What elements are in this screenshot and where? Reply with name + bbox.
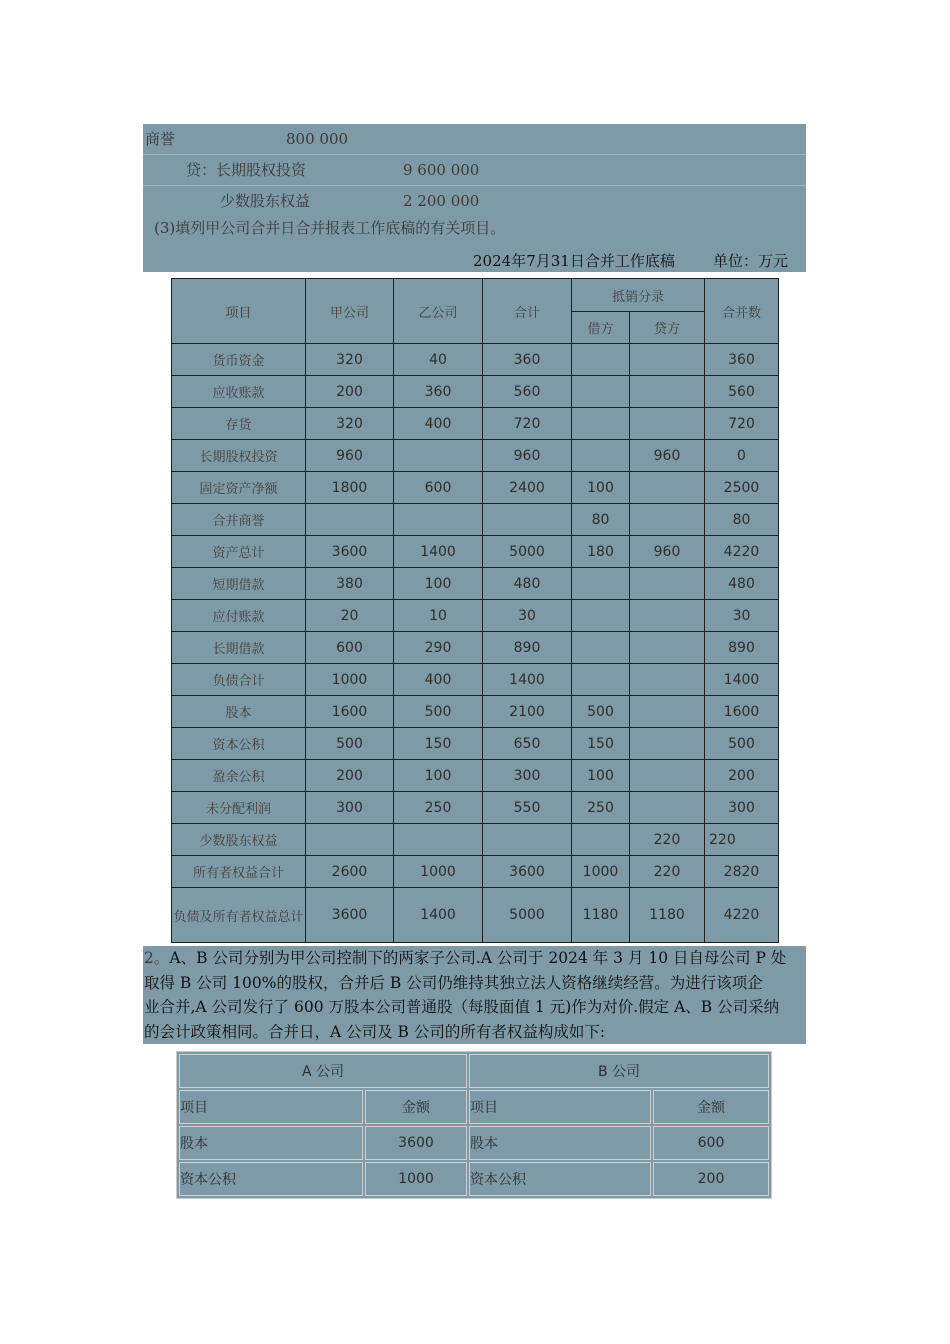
cell-consolidated: 1400	[705, 664, 779, 696]
cell-a: 1600	[306, 696, 394, 728]
cell-consolidated: 480	[705, 568, 779, 600]
header-company-a: 甲公司	[306, 279, 394, 344]
cell-debit: 150	[572, 728, 630, 760]
cell-debit	[572, 376, 630, 408]
cell-a: 3600	[306, 888, 394, 943]
cell-credit	[630, 792, 705, 824]
cell-consolidated: 500	[705, 728, 779, 760]
journal-line-goodwill	[143, 124, 806, 155]
col-amount: 金额	[365, 1090, 467, 1124]
row-label: 股本	[172, 696, 306, 728]
worksheet-row	[172, 824, 779, 856]
cell-a: 3600	[306, 536, 394, 568]
header-credit: 贷方	[630, 312, 705, 344]
cell-consolidated: 360	[705, 344, 779, 376]
cell-consolidated: 30	[705, 600, 779, 632]
worksheet-row	[172, 632, 779, 664]
cell-a: 500	[306, 728, 394, 760]
worksheet-unit: 单位：万元	[712, 252, 788, 270]
cell-b: 1400	[394, 888, 483, 943]
cell-a: 380	[306, 568, 394, 600]
cell-total: 360	[483, 344, 572, 376]
cell-b: 400	[394, 664, 483, 696]
cell-credit	[630, 504, 705, 536]
row-label: 未分配利润	[172, 792, 306, 824]
a-amount: 1000	[365, 1162, 467, 1196]
cell-debit	[572, 632, 630, 664]
journal-amount: 9 600 000	[403, 161, 480, 179]
journal-amount: 800 000	[286, 130, 349, 148]
worksheet-title: 2024年7月31日合并工作底稿	[473, 252, 675, 270]
cell-credit	[630, 664, 705, 696]
cell-total: 30	[483, 600, 572, 632]
row-label: 少数股东权益	[172, 824, 306, 856]
row-label: 固定资产净额	[172, 472, 306, 504]
header-company-b: 乙公司	[394, 279, 483, 344]
b-amount: 600	[653, 1126, 769, 1160]
instruction-text: (3)填列甲公司合并日合并报表工作底稿的有关项目。	[154, 219, 506, 237]
cell-credit	[630, 376, 705, 408]
cell-debit	[572, 408, 630, 440]
cell-consolidated: 560	[705, 376, 779, 408]
cell-debit	[572, 440, 630, 472]
header-item: 项目	[172, 279, 306, 344]
row-label: 长期股权投资	[172, 440, 306, 472]
cell-debit: 250	[572, 792, 630, 824]
worksheet-row	[172, 760, 779, 792]
col-item: 项目	[469, 1090, 651, 1124]
row-label: 应付账款	[172, 600, 306, 632]
cell-b: 40	[394, 344, 483, 376]
cell-b: 600	[394, 472, 483, 504]
cell-credit: 960	[630, 536, 705, 568]
cell-debit: 100	[572, 472, 630, 504]
worksheet-row	[172, 536, 779, 568]
cell-a: 600	[306, 632, 394, 664]
cell-debit: 1000	[572, 856, 630, 888]
question-2-paragraph	[143, 946, 806, 1044]
cell-consolidated: 200	[705, 760, 779, 792]
cell-a: 1000	[306, 664, 394, 696]
worksheet-row	[172, 856, 779, 888]
cell-b: 290	[394, 632, 483, 664]
a-item: 股本	[179, 1126, 363, 1160]
cell-credit: 1180	[630, 888, 705, 943]
cell-b: 400	[394, 408, 483, 440]
header-consolidated: 合并数	[705, 279, 779, 344]
company-a-header: A 公司	[179, 1054, 467, 1088]
cell-a: 20	[306, 600, 394, 632]
cell-credit	[630, 760, 705, 792]
instruction-line	[143, 213, 806, 244]
row-label: 资产总计	[172, 536, 306, 568]
cell-debit: 180	[572, 536, 630, 568]
header-debit: 借方	[572, 312, 630, 344]
col-item: 项目	[179, 1090, 363, 1124]
cell-credit: 220	[630, 856, 705, 888]
row-label: 货币资金	[172, 344, 306, 376]
worksheet-row	[172, 728, 779, 760]
worksheet-row	[172, 344, 779, 376]
cell-credit	[630, 600, 705, 632]
cell-debit: 500	[572, 696, 630, 728]
cell-b	[394, 824, 483, 856]
cell-b: 500	[394, 696, 483, 728]
cell-consolidated: 890	[705, 632, 779, 664]
cell-b: 10	[394, 600, 483, 632]
question-line: 的会计政策相同。合并日，A 公司及 B 公司的所有者权益构成如下:	[144, 1022, 606, 1041]
equity-composition-table	[176, 1051, 772, 1199]
cell-credit	[630, 568, 705, 600]
journal-account: 贷：长期股权投资	[186, 161, 307, 179]
cell-b: 1000	[394, 856, 483, 888]
row-label: 长期借款	[172, 632, 306, 664]
cell-total	[483, 824, 572, 856]
cell-consolidated: 80	[705, 504, 779, 536]
a-item: 资本公积	[179, 1162, 363, 1196]
question-line: A、B 公司分别为甲公司控制下的两家子公司.A 公司于 2024 年 3 月 10 日自母公司 P 处	[169, 949, 787, 967]
cell-b: 100	[394, 568, 483, 600]
worksheet-row	[172, 696, 779, 728]
journal-line-credit-investment	[143, 155, 806, 186]
worksheet-row	[172, 504, 779, 536]
cell-debit: 100	[572, 760, 630, 792]
cell-debit	[572, 600, 630, 632]
cell-consolidated: 2500	[705, 472, 779, 504]
question-line: 取得 B 公司 100%的股权，合并后 B 公司仍维持其独立法人资格继续经营。为进行该项企	[144, 973, 763, 992]
cell-b	[394, 504, 483, 536]
cell-consolidated: 300	[705, 792, 779, 824]
cell-debit	[572, 344, 630, 376]
cell-a	[306, 504, 394, 536]
cell-total: 3600	[483, 856, 572, 888]
header-elimination: 抵销分录	[572, 279, 705, 312]
b-item: 股本	[469, 1126, 651, 1160]
worksheet-row	[172, 792, 779, 824]
cell-b: 100	[394, 760, 483, 792]
cell-a: 320	[306, 408, 394, 440]
worksheet-title-row	[143, 243, 806, 272]
cell-consolidated: 4220	[705, 888, 779, 943]
cell-a: 320	[306, 344, 394, 376]
cell-total: 300	[483, 760, 572, 792]
cell-b: 250	[394, 792, 483, 824]
journal-account: 少数股东权益	[220, 192, 311, 210]
cell-total: 650	[483, 728, 572, 760]
cell-credit	[630, 408, 705, 440]
cell-a: 1800	[306, 472, 394, 504]
worksheet-row	[172, 408, 779, 440]
cell-credit	[630, 696, 705, 728]
b-amount: 200	[653, 1162, 769, 1196]
cell-b: 1400	[394, 536, 483, 568]
cell-total: 1400	[483, 664, 572, 696]
journal-account: 商誉	[145, 130, 176, 148]
cell-debit	[572, 568, 630, 600]
cell-credit	[630, 344, 705, 376]
cell-credit	[630, 728, 705, 760]
cell-consolidated: 1600	[705, 696, 779, 728]
journal-amount: 2 200 000	[403, 192, 480, 210]
cell-a: 960	[306, 440, 394, 472]
b-item: 资本公积	[469, 1162, 651, 1196]
worksheet-row	[172, 472, 779, 504]
worksheet-row	[172, 600, 779, 632]
worksheet-row	[172, 664, 779, 696]
cell-total: 2400	[483, 472, 572, 504]
row-label: 合并商誉	[172, 504, 306, 536]
cell-total: 5000	[483, 888, 572, 943]
cell-debit: 80	[572, 504, 630, 536]
cell-consolidated: 4220	[705, 536, 779, 568]
cell-credit	[630, 632, 705, 664]
row-label: 负债及所有者权益总计	[172, 888, 306, 943]
worksheet-row	[172, 440, 779, 472]
cell-debit: 1180	[572, 888, 630, 943]
row-label: 存货	[172, 408, 306, 440]
cell-consolidated: 2820	[705, 856, 779, 888]
cell-total: 480	[483, 568, 572, 600]
cell-a	[306, 824, 394, 856]
cell-a: 200	[306, 376, 394, 408]
cell-total	[483, 504, 572, 536]
cell-a: 300	[306, 792, 394, 824]
question-number: 2。	[144, 949, 170, 967]
cell-consolidated: 220	[705, 824, 779, 856]
row-label: 短期借款	[172, 568, 306, 600]
company-b-header: B 公司	[469, 1054, 769, 1088]
worksheet-row	[172, 376, 779, 408]
cell-debit	[572, 664, 630, 696]
cell-credit	[630, 472, 705, 504]
worksheet-row	[172, 888, 779, 943]
cell-a: 200	[306, 760, 394, 792]
row-label: 负债合计	[172, 664, 306, 696]
header-total: 合计	[483, 279, 572, 344]
a-amount: 3600	[365, 1126, 467, 1160]
cell-total: 550	[483, 792, 572, 824]
consolidation-worksheet	[171, 278, 779, 943]
cell-total: 720	[483, 408, 572, 440]
row-label: 所有者权益合计	[172, 856, 306, 888]
cell-consolidated: 0	[705, 440, 779, 472]
cell-b: 360	[394, 376, 483, 408]
row-label: 盈余公积	[172, 760, 306, 792]
cell-total: 2100	[483, 696, 572, 728]
cell-b: 150	[394, 728, 483, 760]
cell-credit: 220	[630, 824, 705, 856]
cell-a: 2600	[306, 856, 394, 888]
cell-total: 960	[483, 440, 572, 472]
cell-credit: 960	[630, 440, 705, 472]
col-amount: 金额	[653, 1090, 769, 1124]
row-label: 应收账款	[172, 376, 306, 408]
question-line: 业合并,A 公司发行了 600 万股本公司普通股（每股面值 1 元)作为对价.假定 A、B 公司采纳	[144, 998, 780, 1016]
cell-debit	[572, 824, 630, 856]
worksheet-row	[172, 568, 779, 600]
cell-total: 890	[483, 632, 572, 664]
row-label: 资本公积	[172, 728, 306, 760]
cell-total: 560	[483, 376, 572, 408]
cell-total: 5000	[483, 536, 572, 568]
cell-consolidated: 720	[705, 408, 779, 440]
cell-b	[394, 440, 483, 472]
